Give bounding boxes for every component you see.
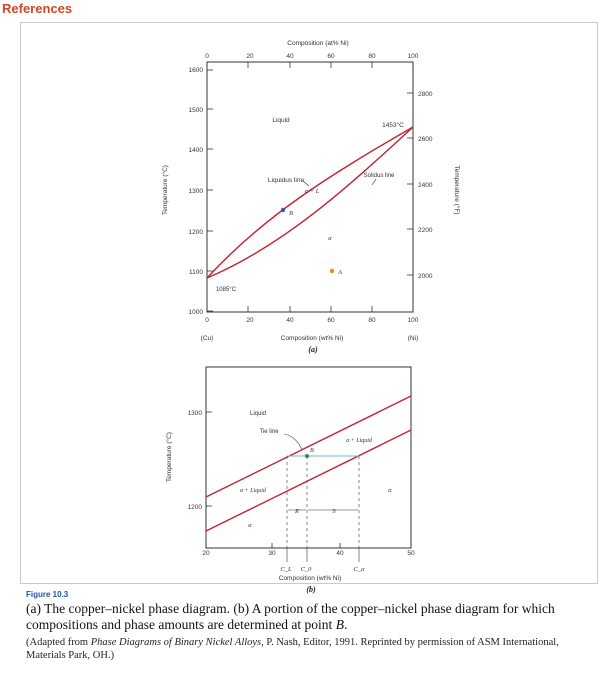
top-tick-80: 80 xyxy=(368,53,376,60)
caption-main-1: (a) The copper–nickel phase diagram. (b) A portion of the copper–nickel phase diagram for which compositions and phase amounts are determined at point xyxy=(26,601,555,632)
top-tick-0: 0 xyxy=(205,53,209,60)
cl-label: C_L xyxy=(280,566,292,573)
bottom-tick-20: 20 xyxy=(246,317,254,324)
b-left-tick-1300: 1300 xyxy=(187,410,202,417)
tie-line-label: Tie line xyxy=(259,429,279,435)
source-prefix: (Adapted from xyxy=(26,637,91,648)
bottom-tick-60: 60 xyxy=(327,317,335,324)
bottom-tick-0: 0 xyxy=(205,317,209,324)
b-bottom-tick-50: 50 xyxy=(407,550,415,557)
b-bottom-tick-20: 20 xyxy=(202,550,210,557)
top-axis-label: Composition (at% Ni) xyxy=(287,40,349,47)
bottom-tick-80: 80 xyxy=(368,317,376,324)
point-b-label: B xyxy=(289,210,293,217)
bottom-tick-40: 40 xyxy=(286,317,294,324)
left-tick-1300: 1300 xyxy=(188,188,203,195)
liquidus-curve xyxy=(207,127,413,278)
right-tick-2000: 2000 xyxy=(418,273,433,280)
references-heading: References xyxy=(2,1,73,16)
end-label-ni: (Ni) xyxy=(407,335,419,342)
region-liquid-label: Liquid xyxy=(272,117,290,124)
alpha-liquid-label-right: α + Liquid xyxy=(346,438,372,444)
b-alpha-left-label: α xyxy=(248,522,252,529)
right-tick-2200: 2200 xyxy=(418,227,433,234)
top-tick-60: 60 xyxy=(327,53,335,60)
left-axis-label-b: Temperature (°C) xyxy=(166,432,173,482)
left-tick-1200: 1200 xyxy=(188,229,203,236)
b-bottom-tick-40: 40 xyxy=(336,550,344,557)
caption-source xyxy=(26,636,601,662)
point-a-marker xyxy=(330,269,334,273)
c0-label: C_0 xyxy=(300,566,312,573)
bottom-tick-100: 100 xyxy=(407,317,419,324)
point-a-label: A xyxy=(338,269,342,276)
left-tick-1000: 1000 xyxy=(188,309,203,316)
cu-melting-temp-label: 1085°C xyxy=(215,287,237,293)
two-phase-label: α + L xyxy=(304,188,320,195)
left-tick-1100: 1100 xyxy=(189,269,203,276)
left-tick-1500: 1500 xyxy=(188,107,203,114)
source-title: Phase Diagrams of Binary Nickel Alloys xyxy=(90,637,262,648)
liquidus-line-label: Liquidus line xyxy=(267,177,305,184)
panel-a-plot-frame xyxy=(207,62,413,312)
b-liquid-label: Liquid xyxy=(249,411,267,417)
b-solidus-line xyxy=(206,430,411,531)
right-tick-2600: 2600 xyxy=(418,136,433,143)
caption-point: B xyxy=(335,617,344,632)
r-segment-label: R xyxy=(295,508,299,515)
solidus-curve xyxy=(207,127,413,278)
b-point-b-label: B xyxy=(310,448,314,454)
alpha-region-label: α xyxy=(328,235,332,242)
solidus-line-label: Solidus line xyxy=(363,173,395,179)
ni-melting-temp-label: 1453°C xyxy=(382,122,404,129)
top-tick-100: 100 xyxy=(407,53,419,60)
calpha-label: C_α xyxy=(353,566,365,573)
panel-b xyxy=(165,367,415,594)
caption-main-text xyxy=(26,601,601,633)
panel-b-label: (b) xyxy=(306,585,316,594)
b-liquidus-line xyxy=(206,396,411,497)
left-axis-label-a: Temperature (°C) xyxy=(162,165,169,215)
left-tick-1400: 1400 xyxy=(188,147,203,154)
right-tick-2800: 2800 xyxy=(418,91,433,98)
figure-caption xyxy=(26,590,601,662)
b-left-tick-1200: 1200 xyxy=(187,504,202,511)
b-composition-axis-label: Composition (wt% Ni) xyxy=(278,575,342,582)
top-tick-20: 20 xyxy=(246,53,254,60)
figure-number: Figure 10.3 xyxy=(26,590,69,599)
left-tick-1600: 1600 xyxy=(188,67,203,74)
b-bottom-tick-30: 30 xyxy=(268,550,276,557)
s-segment-label: S xyxy=(332,508,336,515)
source-rest: , P. Nash, Editor, 1991. Reprinted by permission of ASM International, Materials Park, OH.) xyxy=(26,637,559,661)
panel-a xyxy=(161,40,461,354)
top-tick-40: 40 xyxy=(286,53,294,60)
bottom-axis-label-a: Composition (wt% Ni) xyxy=(280,335,344,342)
caption-main-end: . xyxy=(343,617,348,632)
right-axis-label-a: Temperature (°F) xyxy=(453,165,460,215)
end-label-cu: (Cu) xyxy=(200,335,214,342)
b-point-b-marker xyxy=(305,454,309,458)
b-alpha-right-label: α xyxy=(388,487,392,494)
alpha-liquid-label-left: α + Liquid xyxy=(240,488,266,494)
panel-a-label: (a) xyxy=(308,345,318,354)
panel-b-plot-frame xyxy=(206,367,411,548)
point-b-marker xyxy=(281,208,285,212)
right-tick-2400: 2400 xyxy=(418,182,433,189)
